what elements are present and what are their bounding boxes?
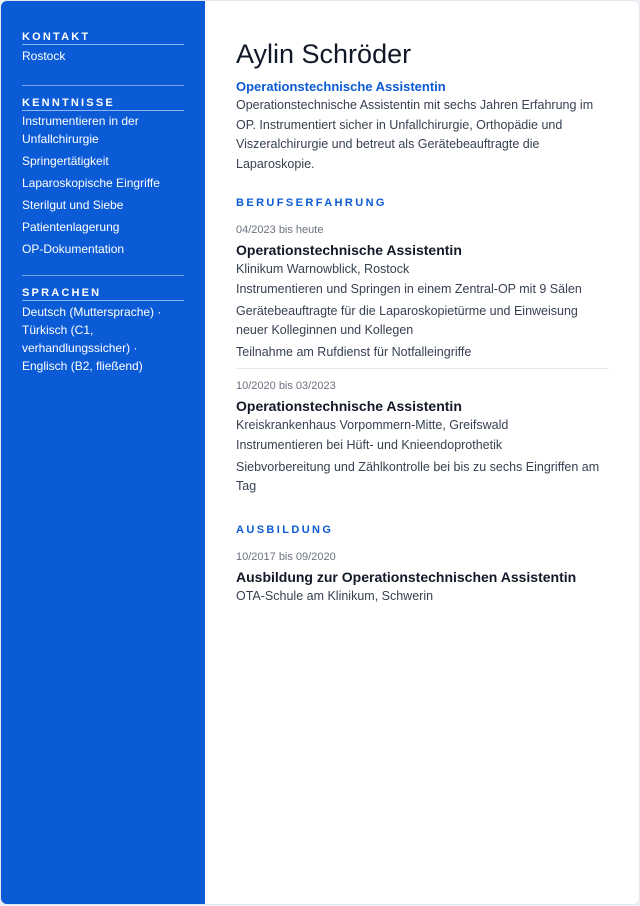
job-entry xyxy=(236,379,609,497)
education-heading: AUSBILDUNG xyxy=(236,523,334,536)
job-entry xyxy=(236,223,609,362)
job-bullet: Teilnahme am Rufdienst für Notfalleingriffe xyxy=(236,344,472,359)
job-date: 10/2020 bis 03/2023 xyxy=(236,380,336,392)
skill-item: Sterilgut und Siebe xyxy=(22,197,124,212)
languages-heading: SPRACHEN xyxy=(22,287,184,301)
sidebar-divider xyxy=(22,275,184,276)
candidate-name: Aylin Schröder xyxy=(236,39,412,69)
skills-heading: KENNTNISSE xyxy=(22,97,184,111)
sidebar-divider xyxy=(22,85,184,86)
job-employer: Klinikum Warnowblick, Rostock xyxy=(236,262,410,276)
job-bullets xyxy=(236,280,609,362)
skill-item: Patientenlagerung xyxy=(22,219,120,234)
contact-heading: KONTAKT xyxy=(22,31,184,45)
job-title: Operationstechnische Assistentin xyxy=(236,242,462,258)
job-separator xyxy=(236,368,609,369)
job-bullet: Gerätebeauftragte für die Laparoskopietürme und Einweisung neuer Kolleginnen und Kollegen xyxy=(236,303,578,337)
sidebar xyxy=(1,1,205,904)
experience-heading: BERUFSERFAHRUNG xyxy=(236,197,387,209)
contact-city: Rostock xyxy=(22,49,66,63)
languages-text: Deutsch (Muttersprache) · Türkisch (C1, verhandlungssicher) · Englisch (B2, fließend) xyxy=(22,305,162,373)
job-bullet: Siebvorbereitung und Zählkontrolle bei bis zu sechs Eingriffen am Tag xyxy=(236,459,600,493)
education-date: 10/2017 bis 09/2020 xyxy=(236,550,336,563)
education-entry xyxy=(236,550,609,605)
languages-section xyxy=(22,287,184,375)
resume-page xyxy=(1,1,639,904)
main-content xyxy=(205,1,639,904)
job-bullet: Instrumentieren und Springen in einem Zentral-OP mit 9 Sälen xyxy=(236,282,582,296)
contact-section xyxy=(22,31,184,65)
job-bullets xyxy=(236,436,609,497)
skill-item: Springertätigkeit xyxy=(22,153,109,168)
skills-section xyxy=(22,97,184,258)
job-date: 04/2023 bis heute xyxy=(236,224,324,236)
job-title: Operationstechnische Assistentin xyxy=(236,398,462,414)
job-employer: Kreiskrankenhaus Vorpommern-Mitte, Greifswald xyxy=(236,418,509,432)
skill-item: OP-Dokumentation xyxy=(22,241,125,256)
skill-item: Laparoskopische Eingriffe xyxy=(22,175,160,190)
skill-item: Instrumentieren in der Unfallchirurgie xyxy=(22,114,139,146)
education-school: OTA-Schule am Klinikum, Schwerin xyxy=(236,588,434,603)
candidate-role: Operationstechnische Assistentin xyxy=(236,79,446,94)
job-bullet: Instrumentieren bei Hüft- und Knieendoprothetik xyxy=(236,438,503,452)
education-title: Ausbildung zur Operationstechnischen Assistentin xyxy=(236,568,577,585)
profile-summary: Operationstechnische Assistentin mit sechs Jahren Erfahrung im OP. Instrumentiert sicher in Unfallchirurgie, Orthopädie und Viszeralchirurgie und betreut als Gerätebeauftragte die Laparoskopie. xyxy=(236,98,594,171)
